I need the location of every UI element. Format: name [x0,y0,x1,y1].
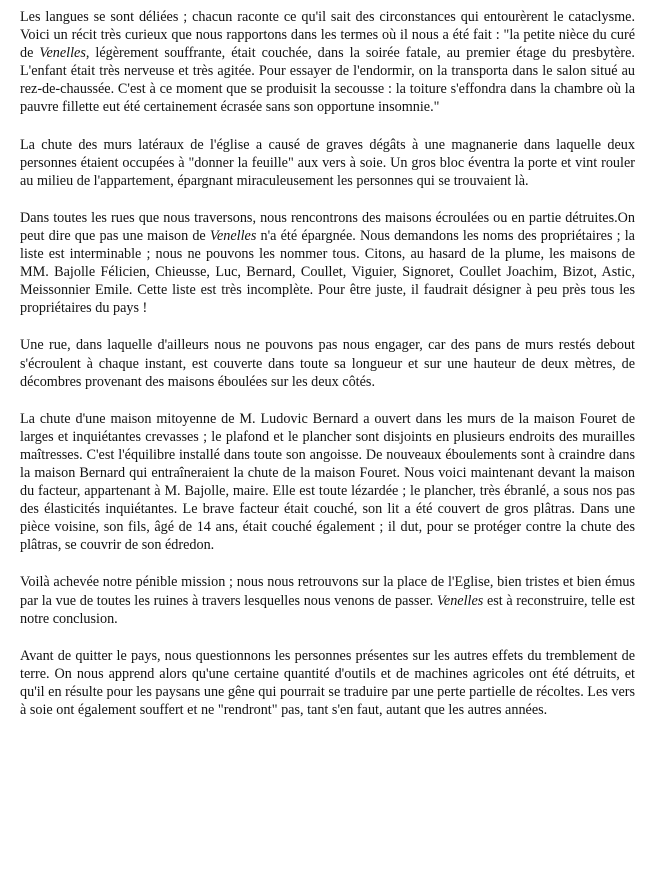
place-name-italic: Venelles [436,592,484,609]
text-run: La chute des murs latéraux de l'église a causé de graves dégâts à une magnanerie dans laquelle deux personnes étaient occupées à "donner la feuille" aux vers à soie. Un gros bloc éventra la porte et vint rouler au milieu de l'appartement, épargnant miraculeusement les personnes qui se trouvaient là. [20,136,635,189]
paragraph-1 [20,8,635,117]
paragraph-2 [20,136,635,190]
paragraph-7 [20,647,635,719]
document-page [20,8,635,719]
text-run: Une rue, dans laquelle d'ailleurs nous ne pouvons pas nous engager, car des pans de murs restés debout s'écroulent à chaque instant, est couverte dans toute sa longueur et sur une hauteur de deux mètres, de décombres provenant des maisons éboulées sur les deux côtés. [20,337,635,390]
text-run: est à reconstruire, telle est notre conclusion. [20,592,635,627]
text-run: n'a été épargnée. Nous demandons les noms des propriétaires ; la liste est interminable ; nous ne pouvons les nommer tous. Citons, au hasard de la plume, les maisons de MM. Bajolle Félicien, Chieusse, Luc, Bernard, Coullet, Viguier, Signoret, Coullet Joachim, Bizot, Astic, Meissonnier Emile. Cette liste est très incomplète. Pour être juste, il faudrait désigner à peu près tous les propriétaires du pays ! [20,227,635,317]
paragraph-4 [20,336,635,390]
paragraph-5 [20,410,635,555]
text-run: La chute d'une maison mitoyenne de M. Ludovic Bernard a ouvert dans les murs de la maison Fouret de larges et inquiétantes crevasses ; le plafond et le plancher sont disjoints en plusieurs endroits des murailles maîtresses. C'est l'équilibre installé dans toute son angoisse. De nouveaux éboulements sont à craindre dans la maison Bernard qui entraîneraient la chute de la maison Fouret. Nous voici maintenant devant la maison du facteur, appartenant à M. Bajolle, maire. Elle est toute lézardée ; le plancher, très ébranlé, a sous nos pas des élasticités inquiétantes. Le brave facteur était couché, son lit a été couvert de gros plâtras. Dans une pièce voisine, son fils, âgé de 14 ans, était couché également ; il dut, pour se protéger contre la chute des plâtras, se couvrir de son édredon. [20,410,635,554]
paragraph-3 [20,209,635,318]
place-name-italic: Venelles [39,45,86,62]
paragraph-6 [20,573,635,627]
text-run: Les langues se sont déliées ; chacun raconte ce qu'il sait des circonstances qui entourèrent le cataclysme. Voici un récit très curieux que nous rapportons dans les termes où il nous a été fait : "la petite nièce du curé de [20,9,635,62]
place-name-italic: Venelles [209,227,257,244]
text-run: Avant de quitter le pays, nous questionnons les personnes présentes sur les autres effets du tremblement de terre. On nous apprend alors qu'une certaine quantité d'outils et de machines agricoles ont été détruits, et qu'il en résulte pour les paysans une gêne qui pourrait se traduire par une perte partielle de récoltes. Les vers à soie ont également souffert et ne "rendront" pas, tant s'en faut, autant que les autres années. [20,647,635,718]
text-run: , légèrement souffrante, était couchée, dans la soirée fatale, au premier étage du presbytère. L'enfant était très nerveuse et très agitée. Pour essayer de l'endormir, on la transporta dans le salon situé au rez-de-chaussée. C'est à ce moment que se produisit la secousse : la toiture s'effondra dans la chambre où la pauvre fillette eut été certainement écrasée sans son opportune insomnie." [20,45,635,116]
text-run: Dans toutes les rues que nous traversons, nous rencontrons des maisons écroulées ou en partie détruites.On peut dire que pas une maison de [20,209,635,244]
text-run: Voilà achevée notre pénible mission ; nous nous retrouvons sur la place de l'Eglise, bien tristes et bien émus par la vue de toutes les ruines à travers lesquelles nous venons de passer. [20,574,635,609]
